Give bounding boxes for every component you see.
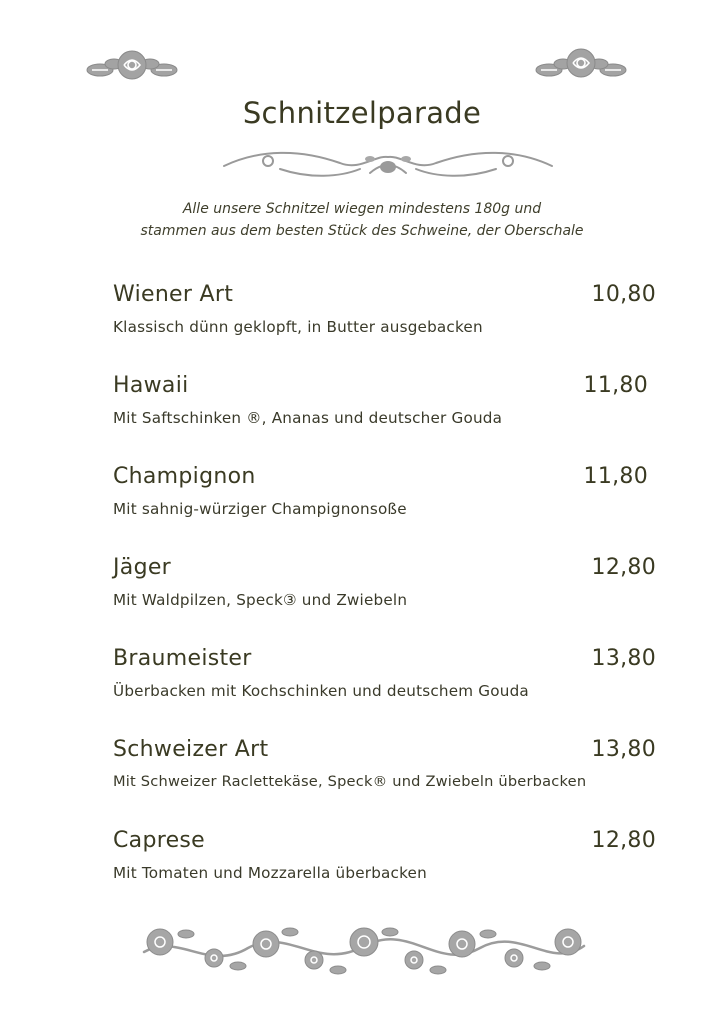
- item-description: Mit Tomaten und Mozzarella überbacken: [113, 864, 427, 882]
- item-name: Jäger: [113, 555, 172, 580]
- intro-line: Alle unsere Schnitzel wiegen mindestens 180g und: [182, 201, 542, 217]
- rose-ornament-icon: [533, 44, 629, 86]
- item-price: 13,80: [591, 737, 656, 762]
- item-description: Klassisch dünn geklopft, in Butter ausgebacken: [113, 318, 483, 336]
- item-name: Wiener Art: [113, 282, 234, 307]
- rose-ornament-icon: [84, 44, 180, 86]
- intro-text: [0, 198, 724, 242]
- menu-item: [113, 373, 658, 464]
- item-price: 12,80: [591, 555, 656, 580]
- page-title: Schnitzelparade: [242, 96, 482, 130]
- item-price: 11,80: [583, 464, 648, 489]
- menu-item: [113, 646, 658, 737]
- item-price: 13,80: [591, 646, 656, 671]
- intro-line: stammen aus dem besten Stück des Schweine, der Oberschale: [140, 223, 584, 239]
- item-description: Mit Saftschinken ®, Ananas und deutscher Gouda: [113, 409, 503, 427]
- menu-item: [113, 555, 658, 646]
- item-name: Schweizer Art: [113, 737, 269, 762]
- scroll-flourish-icon: [220, 145, 556, 187]
- menu-item: [113, 828, 658, 919]
- item-price: 11,80: [583, 373, 648, 398]
- menu-item: [113, 737, 658, 828]
- item-name: Braumeister: [113, 646, 252, 671]
- item-name: Champignon: [113, 464, 256, 489]
- item-description: Mit Waldpilzen, Speck③ und Zwiebeln: [113, 591, 408, 609]
- item-description: Mit Schweizer Raclettekäse, Speck® und Zwiebeln überbacken: [113, 773, 587, 790]
- item-description: Überbacken mit Kochschinken und deutschem Gouda: [113, 682, 529, 700]
- item-price: 10,80: [591, 282, 656, 307]
- menu-item: [113, 464, 658, 555]
- item-name: Caprese: [113, 828, 206, 853]
- item-name: Hawaii: [113, 373, 189, 398]
- item-description: Mit sahnig-würziger Champignonsoße: [113, 500, 407, 518]
- rose-garland-icon: [138, 912, 590, 982]
- item-price: 12,80: [591, 828, 656, 853]
- menu-item: [113, 282, 658, 373]
- menu-list: [113, 282, 658, 919]
